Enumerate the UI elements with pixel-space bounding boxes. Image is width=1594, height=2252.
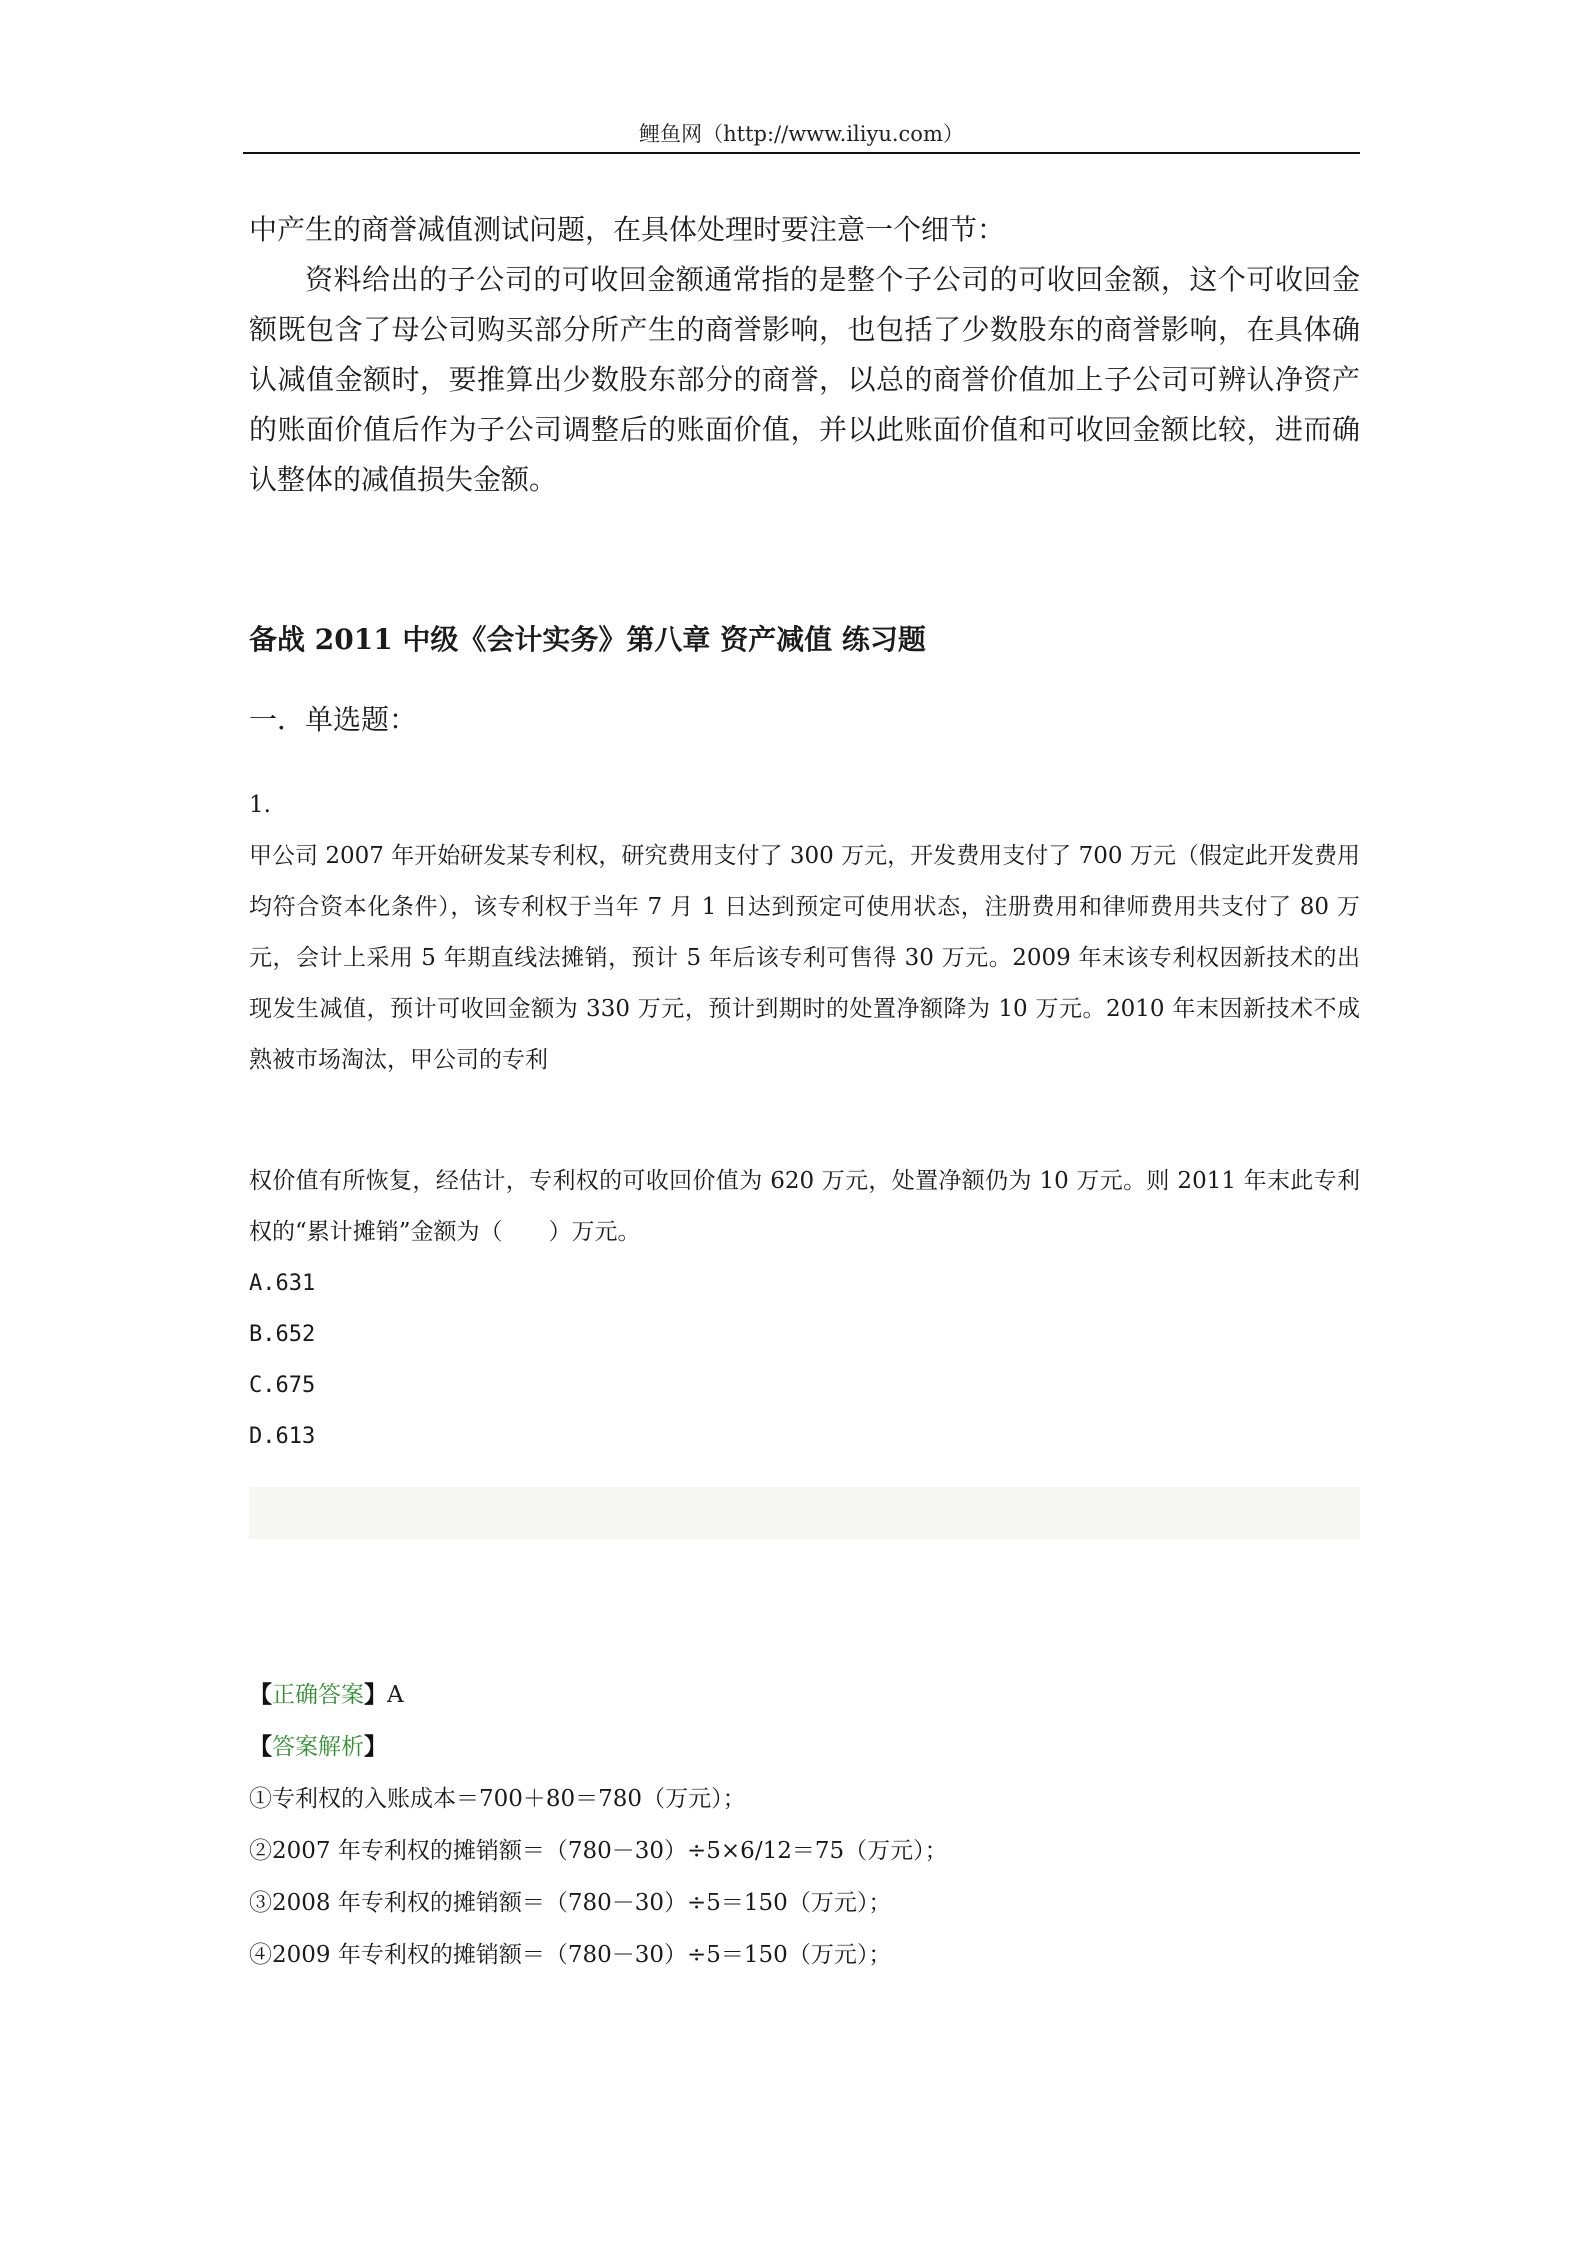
bracket-open: 【 bbox=[249, 1733, 272, 1760]
section-title: 备战 2011 中级《会计实务》第八章 资产减值 练习题 bbox=[249, 623, 926, 656]
section-subheading: 一．单选题： bbox=[249, 703, 418, 736]
analysis-step-3: ③2008 年专利权的摊销额＝（780－30）÷5＝150（万元）； bbox=[249, 1890, 892, 1916]
bracket-close: 】 bbox=[364, 1681, 387, 1708]
correct-answer-value: A bbox=[387, 1682, 404, 1708]
header-rule bbox=[243, 152, 1360, 154]
bracket-open: 【 bbox=[249, 1681, 272, 1708]
analysis-heading bbox=[249, 1721, 1360, 1773]
page-header: 鲤鱼网（http://www.iliyu.com） bbox=[639, 122, 964, 146]
intro-line: 中产生的商誉减值测试问题，在具体处理时要注意一个细节： bbox=[249, 213, 1006, 246]
question-text-part2: 权价值有所恢复，经估计，专利权的可收回价值为 620 万元，处置净额仍为 10 万元。则 2011 年末此专利权的“累计摊销”金额为（ ）万元。 bbox=[249, 1168, 1360, 1245]
option-a: A.631 bbox=[249, 1271, 316, 1296]
intro-paragraph: 资料给出的子公司的可收回金额通常指的是整个子公司的可收回金额，这个可收回金额既包含了母公司购买部分所产生的商誉影响，也包括了少数股东的商誉影响，在具体确认减值金额时，要推算出少数股东部分的商誉，以总的商誉价值加上子公司可辨认净资产的账面价值后作为子公司调整后的账面价值，并以此账面价值和可收回金额比较，进而确认整体的减值损失金额。 bbox=[249, 263, 1360, 496]
analysis-step-4: ④2009 年专利权的摊销额＝（780－30）÷5＝150（万元）； bbox=[249, 1942, 892, 1968]
correct-answer-line bbox=[249, 1669, 1360, 1721]
option-b: B.652 bbox=[249, 1322, 316, 1347]
analysis-step-2: ②2007 年专利权的摊销额＝（780－30）÷5×6/12＝75（万元）； bbox=[249, 1838, 948, 1864]
analysis-step-1: ①专利权的入账成本＝700＋80＝780（万元）； bbox=[249, 1786, 746, 1812]
question-number: 1. bbox=[249, 792, 271, 818]
option-d: D.613 bbox=[249, 1424, 316, 1449]
correct-answer-label: 正确答案 bbox=[272, 1682, 364, 1708]
document-body bbox=[249, 205, 1360, 1981]
question-text-part1: 甲公司 2007 年开始研发某专利权，研究费用支付了 300 万元，开发费用支付了 700 万元（假定此开发费用均符合资本化条件），该专利权于当年 7 月 1 日达到预定可使用状态，注册费用和律师费用共支付了 80 万元，会计上采用 5 年期直线法摊销，预计 5 年后该专利可售得 30 万元。2009 年末该专利权因新技术的出现发生减值，预计可收回金额为 330 万元，预计到期时的处置净额降为 10 万元。2010 年末因新技术不成熟被市场淘汰，甲公司的专利 bbox=[249, 843, 1360, 1073]
option-c: C.675 bbox=[249, 1373, 316, 1398]
answer-placeholder-box bbox=[249, 1487, 1360, 1539]
bracket-close: 】 bbox=[364, 1733, 387, 1760]
analysis-label: 答案解析 bbox=[272, 1734, 364, 1760]
